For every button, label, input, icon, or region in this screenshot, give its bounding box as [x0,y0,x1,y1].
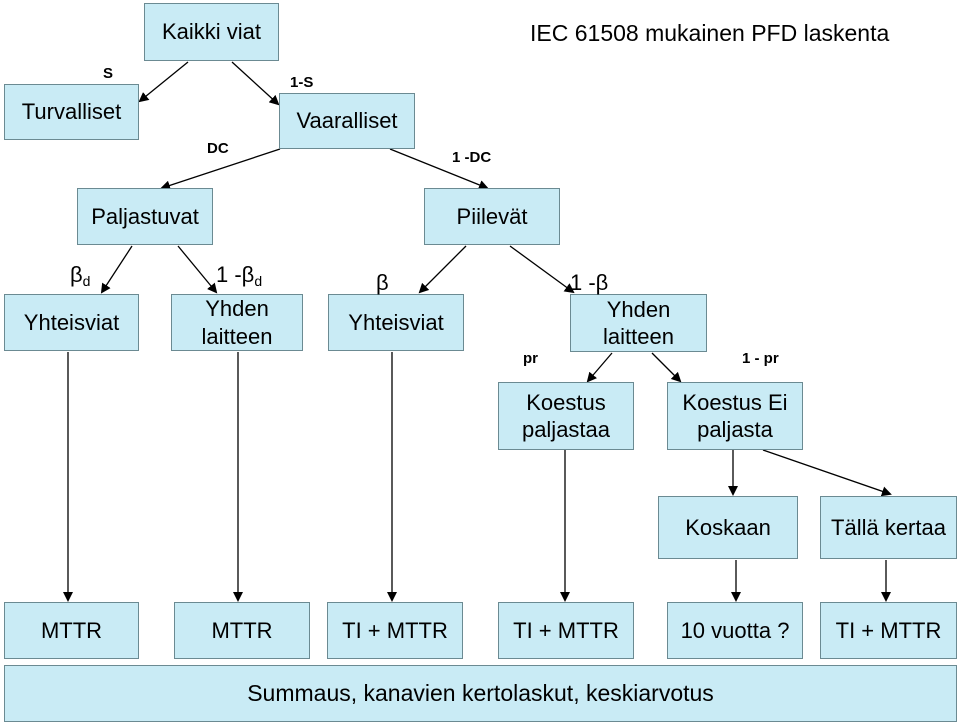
label-1-pr: 1 - pr [742,350,779,367]
label-dc: DC [207,140,229,157]
box-koestus-ei-paljasta: Koestus Ei paljasta [667,382,803,450]
arrow-yhden-eikoestus [652,353,680,381]
label-1-dc: 1 -DC [452,149,492,166]
label-1-beta-d: 1 $-\beta_d$ [216,262,263,289]
box-vaaralliset: Vaaralliset [279,93,415,149]
box-yhden-laitteen-paljastuvat: Yhden laitteen [171,294,303,351]
label-beta-d: $\beta_d$ [70,262,91,289]
result-10-vuotta: 10 vuotta ? [667,602,803,659]
result-mttr-2: MTTR [174,602,310,659]
diagram-title: IEC 61508 mukainen PFD laskenta [530,20,890,46]
arrow-kaikki-turvalliset [140,62,188,101]
label-1-beta: 1 -β [570,270,609,295]
box-yhden-laitteen-piilevat: Yhden laitteen [570,294,707,352]
result-ti-mttr-2: TI + MTTR [498,602,634,659]
arrow-piilevat-yhteisviat [420,246,466,292]
arrow-kaikki-vaaralliset [232,62,278,104]
box-piilevat: Piilevät [424,188,560,245]
label-1-s: 1-S [290,74,314,91]
box-koestus-paljastaa: Koestus paljastaa [498,382,634,450]
arrow-paljastuvat-yhteisviat [102,246,132,292]
box-paljastuvat: Paljastuvat [77,188,213,245]
arrow-paljastuvat-yhden [178,246,216,292]
box-yhteisviat-piilevat: Yhteisviat [328,294,464,351]
result-mttr-1: MTTR [4,602,139,659]
box-talla-kertaa: Tällä kertaa [820,496,957,559]
box-turvalliset: Turvalliset [4,84,139,140]
box-kaikki-viat: Kaikki viat [144,3,279,61]
box-koskaan: Koskaan [658,496,798,559]
label-pr: pr [523,350,538,367]
arrow-yhden-koestus [588,353,612,381]
label-beta: β [376,270,389,295]
result-ti-mttr-3: TI + MTTR [820,602,957,659]
arrow-eikoestus-talla [763,450,890,494]
summary-box: Summaus, kanavien kertolaskut, keskiarvotus [4,665,957,722]
arrow-piilevat-yhden [510,246,573,292]
result-ti-mttr-1: TI + MTTR [327,602,463,659]
box-yhteisviat-paljastuvat: Yhteisviat [4,294,139,351]
label-s: S [103,65,114,82]
